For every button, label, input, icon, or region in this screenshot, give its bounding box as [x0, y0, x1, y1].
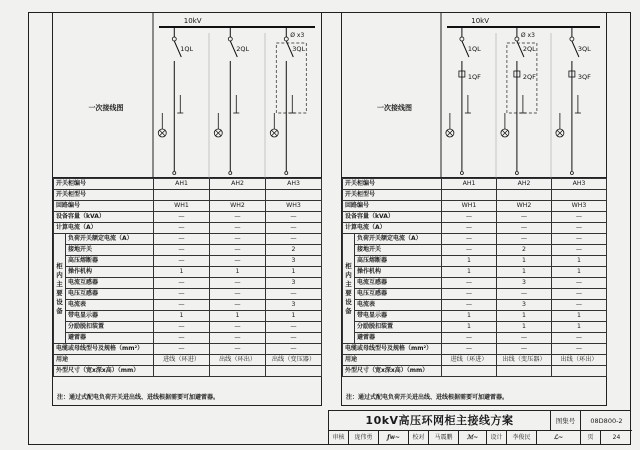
row-label: 分励脱扣装置	[66, 322, 154, 333]
designer-name: 李俊民	[507, 431, 537, 445]
row-label: 回路编号	[343, 201, 442, 212]
cell-value: —	[266, 223, 322, 234]
row-label: 外型尺寸（宽x深x高）（mm）	[343, 366, 442, 377]
row-label: 计算电流（A）	[343, 223, 442, 234]
cell-value: 进线（环进）	[442, 355, 497, 366]
row-label: 用途	[54, 355, 154, 366]
cell-value: —	[266, 289, 322, 300]
row-label: 接地开关	[355, 245, 442, 256]
cell-value: 1	[154, 311, 210, 322]
row-label: 避雷器	[66, 333, 154, 344]
cell-value: —	[210, 344, 266, 355]
cell-value: 1	[442, 322, 497, 333]
cell-value	[154, 190, 210, 201]
cell-value: 1	[154, 267, 210, 278]
checker-signature: ℳ~	[459, 431, 487, 445]
row-label: 回路编号	[54, 201, 154, 212]
cell-value: —	[266, 344, 322, 355]
table-row	[54, 234, 322, 245]
row-label: 接地开关	[66, 245, 154, 256]
table-row	[343, 179, 607, 190]
cell-value: —	[497, 234, 552, 245]
row-label: 开关柜型号	[54, 190, 154, 201]
row-label: 避雷器	[355, 333, 442, 344]
row-label: 电缆或母线型号及规格（mm²）	[343, 344, 442, 355]
table-row	[343, 355, 607, 366]
cell-value: 3	[266, 278, 322, 289]
cell-value: —	[154, 289, 210, 300]
row-label: 电流互感器	[355, 278, 442, 289]
cell-value: 3	[497, 300, 552, 311]
cell-value: —	[497, 344, 552, 355]
cell-value: —	[552, 289, 607, 300]
cell-value: 1	[552, 322, 607, 333]
cell-value: AH2	[210, 179, 266, 190]
cell-value: —	[442, 300, 497, 311]
page-number: 24	[612, 434, 621, 441]
cell-value: 1	[266, 267, 322, 278]
cable-terminal	[460, 172, 463, 175]
table-row	[343, 344, 607, 355]
switch-label: 1QL	[467, 45, 481, 53]
drawing-title: 10kV高压环网柜主接线方案	[329, 411, 551, 431]
single-line-diagram	[53, 13, 321, 178]
cell-value: —	[266, 212, 322, 223]
ct-label: Ø x3	[520, 32, 535, 39]
cell-value: —	[210, 333, 266, 344]
cell-value: —	[442, 344, 497, 355]
cell-value: —	[210, 212, 266, 223]
row-label: 计算电流（A）	[54, 223, 154, 234]
row-label: 操作机构	[355, 267, 442, 278]
cell-value	[266, 190, 322, 201]
cell-value: —	[154, 245, 210, 256]
row-label: 电流表	[66, 300, 154, 311]
cell-value: —	[497, 223, 552, 234]
cell-value: —	[552, 344, 607, 355]
cell-value: —	[442, 278, 497, 289]
table-row	[343, 212, 607, 223]
row-label: 外型尺寸（宽x深x高）（mm）	[54, 366, 154, 377]
signature-row	[329, 431, 632, 445]
disconnect-contact	[460, 37, 464, 41]
row-label: 电压互感器	[355, 289, 442, 300]
cell-value: —	[210, 223, 266, 234]
table-row	[54, 278, 322, 289]
cell-value: —	[552, 223, 607, 234]
cell-value: —	[552, 212, 607, 223]
cell-value: 1	[210, 267, 266, 278]
cell-value: WH2	[497, 201, 552, 212]
design-label: 设计	[487, 431, 507, 445]
parameter-table	[53, 178, 322, 377]
cell-value	[266, 366, 322, 377]
table-row	[343, 267, 607, 278]
cell-value: WH2	[210, 201, 266, 212]
cell-value: —	[154, 223, 210, 234]
cell-value: 1	[210, 311, 266, 322]
cell-value: —	[442, 245, 497, 256]
cell-value: —	[497, 212, 552, 223]
cell-value: WH3	[552, 201, 607, 212]
cell-value: —	[552, 300, 607, 311]
row-label: 带电显示器	[66, 311, 154, 322]
breaker-label: 3QF	[577, 73, 591, 81]
cell-value: —	[442, 223, 497, 234]
table-row	[54, 190, 322, 201]
cell-value: —	[154, 300, 210, 311]
table-row	[343, 311, 607, 322]
table-row	[54, 267, 322, 278]
table-row	[343, 190, 607, 201]
cell-value: 1	[442, 256, 497, 267]
table-row	[54, 333, 322, 344]
table-row	[54, 322, 322, 333]
cell-value	[552, 366, 607, 377]
diagram-label: 一次接线图	[377, 104, 412, 112]
cell-value: AH3	[552, 179, 607, 190]
cell-value: 1	[266, 311, 322, 322]
left-scheme-panel	[52, 12, 322, 406]
cell-value: —	[210, 245, 266, 256]
reviewer-name: 庞伟勇	[349, 431, 379, 445]
right-scheme-panel	[341, 12, 607, 406]
cell-value: 1	[497, 311, 552, 322]
row-label: 开关柜编号	[343, 179, 442, 190]
switch-label: 1QL	[180, 45, 194, 53]
cell-value: 2	[266, 245, 322, 256]
cell-value: 出线（变压器）	[266, 355, 322, 366]
table-row	[343, 223, 607, 234]
switch-label: 2QL	[522, 45, 536, 53]
cell-value: —	[154, 212, 210, 223]
table-row	[343, 256, 607, 267]
cable-terminal	[229, 172, 232, 175]
row-label: 用途	[343, 355, 442, 366]
disconnect-contact	[570, 37, 574, 41]
busbar-label: 10kV	[471, 17, 489, 25]
cell-value: 3	[497, 278, 552, 289]
row-label: 分励脱扣装置	[355, 322, 442, 333]
panel-note: 注：通过式配电负荷开关进出线、进线根据需要可加避雷器。	[57, 394, 220, 401]
table-row	[343, 300, 607, 311]
table-row	[343, 234, 607, 245]
cell-value: 1	[497, 322, 552, 333]
cell-value: —	[497, 289, 552, 300]
cell-value: 进线（环进）	[154, 355, 210, 366]
cell-value: WH1	[442, 201, 497, 212]
cell-value: AH2	[497, 179, 552, 190]
title-block	[328, 410, 631, 445]
cell-value: —	[442, 333, 497, 344]
table-row	[54, 212, 322, 223]
cell-value: —	[154, 344, 210, 355]
breaker-label: 2QF	[522, 73, 536, 81]
checker-name: 马震鹏	[429, 431, 459, 445]
table-row	[343, 245, 607, 256]
cable-terminal	[570, 172, 573, 175]
cell-value	[552, 190, 607, 201]
cell-value: 3	[266, 256, 322, 267]
table-row	[54, 179, 322, 190]
cell-value: —	[442, 234, 497, 245]
row-label: 设备容量（kVA）	[54, 212, 154, 223]
row-label: 开关柜编号	[54, 179, 154, 190]
cell-value: —	[552, 333, 607, 344]
cell-value: —	[210, 300, 266, 311]
table-row	[343, 289, 607, 300]
cell-value: —	[154, 322, 210, 333]
cell-value: —	[442, 212, 497, 223]
cell-value: —	[266, 322, 322, 333]
reviewer-signature: ƒw~	[379, 431, 409, 445]
cell-value: 1	[552, 256, 607, 267]
single-line-diagram	[342, 13, 606, 178]
cell-value: —	[210, 289, 266, 300]
row-label: 操作机构	[66, 267, 154, 278]
panel-note: 注：通过式配电负荷开关进出线、进线根据需要可加避雷器。	[346, 394, 509, 401]
cell-value: —	[210, 256, 266, 267]
row-label: 电缆或母线型号及规格（mm²）	[54, 344, 154, 355]
cable-terminal	[285, 172, 288, 175]
busbar-label: 10kV	[183, 17, 202, 25]
row-label: 电压互感器	[66, 289, 154, 300]
breaker-label: 1QF	[467, 73, 481, 81]
cell-value: —	[266, 333, 322, 344]
cell-value: 1	[497, 267, 552, 278]
cell-value: —	[154, 278, 210, 289]
cell-value: 1	[552, 267, 607, 278]
cell-value: 3	[266, 300, 322, 311]
cell-value: —	[442, 289, 497, 300]
cell-value: —	[266, 234, 322, 245]
cell-value	[497, 366, 552, 377]
cell-value	[442, 190, 497, 201]
table-row	[54, 300, 322, 311]
check-label: 校对	[409, 431, 429, 445]
cell-value: 出线（环出）	[210, 355, 266, 366]
switch-label: 3QL	[292, 45, 306, 53]
cell-value: —	[154, 256, 210, 267]
table-row	[54, 256, 322, 267]
table-row	[54, 289, 322, 300]
designer-signature: ℒ~	[537, 431, 581, 445]
review-label: 审核	[329, 431, 349, 445]
table-row	[343, 201, 607, 212]
cell-value: —	[154, 333, 210, 344]
cell-value: 1	[442, 311, 497, 322]
cell-value: AH1	[154, 179, 210, 190]
cell-value: 1	[442, 267, 497, 278]
cell-value: —	[497, 333, 552, 344]
atlas-number-value: 08D800-2	[581, 411, 632, 431]
equipment-group-label: 柜内主要设备	[54, 234, 66, 344]
row-label: 高压熔断器	[66, 256, 154, 267]
row-label: 负荷开关额定电流（A）	[355, 234, 442, 245]
cell-value: —	[552, 245, 607, 256]
cell-value	[210, 366, 266, 377]
row-label: 电流表	[355, 300, 442, 311]
table-row	[343, 333, 607, 344]
cell-value: —	[552, 278, 607, 289]
cell-value: —	[154, 234, 210, 245]
cell-value: 1	[497, 256, 552, 267]
table-row	[54, 223, 322, 234]
cell-value: 2	[497, 245, 552, 256]
cell-value	[442, 366, 497, 377]
row-label: 电流互感器	[66, 278, 154, 289]
cell-value: —	[210, 278, 266, 289]
row-label: 设备容量（kVA）	[343, 212, 442, 223]
table-row	[54, 355, 322, 366]
cell-value	[154, 366, 210, 377]
row-label: 高压熔断器	[355, 256, 442, 267]
cell-value	[210, 190, 266, 201]
table-row	[343, 278, 607, 289]
disconnect-contact	[515, 37, 519, 41]
cell-value: 1	[552, 311, 607, 322]
table-row	[54, 201, 322, 212]
parameter-table	[342, 178, 607, 377]
cell-value: AH1	[442, 179, 497, 190]
ct-label: Ø x3	[290, 32, 305, 39]
table-row	[54, 311, 322, 322]
cell-value: —	[210, 322, 266, 333]
table-row	[54, 344, 322, 355]
disconnect-contact	[284, 37, 288, 41]
cell-value: WH3	[266, 201, 322, 212]
cell-value: 出线（环出）	[552, 355, 607, 366]
row-label: 负荷开关额定电流（A）	[66, 234, 154, 245]
cell-value: WH1	[154, 201, 210, 212]
cable-terminal	[515, 172, 518, 175]
cell-value	[497, 190, 552, 201]
table-row	[54, 366, 322, 377]
table-row	[343, 322, 607, 333]
page-label: 页	[581, 431, 601, 445]
cell-value: —	[552, 234, 607, 245]
atlas-number-label: 图集号	[551, 411, 581, 431]
switch-label: 3QL	[577, 45, 591, 53]
cable-terminal	[173, 172, 176, 175]
disconnect-contact	[228, 37, 232, 41]
disconnect-contact	[172, 37, 176, 41]
row-label: 开关柜型号	[343, 190, 442, 201]
diagram-label: 一次接线图	[88, 104, 124, 112]
cell-value: AH3	[266, 179, 322, 190]
table-row	[54, 245, 322, 256]
cell-value: —	[210, 234, 266, 245]
equipment-group-label: 柜内主要设备	[343, 234, 355, 344]
row-label: 带电显示器	[355, 311, 442, 322]
table-row	[343, 366, 607, 377]
cell-value: 出线（变压器）	[497, 355, 552, 366]
switch-label: 2QL	[236, 45, 250, 53]
